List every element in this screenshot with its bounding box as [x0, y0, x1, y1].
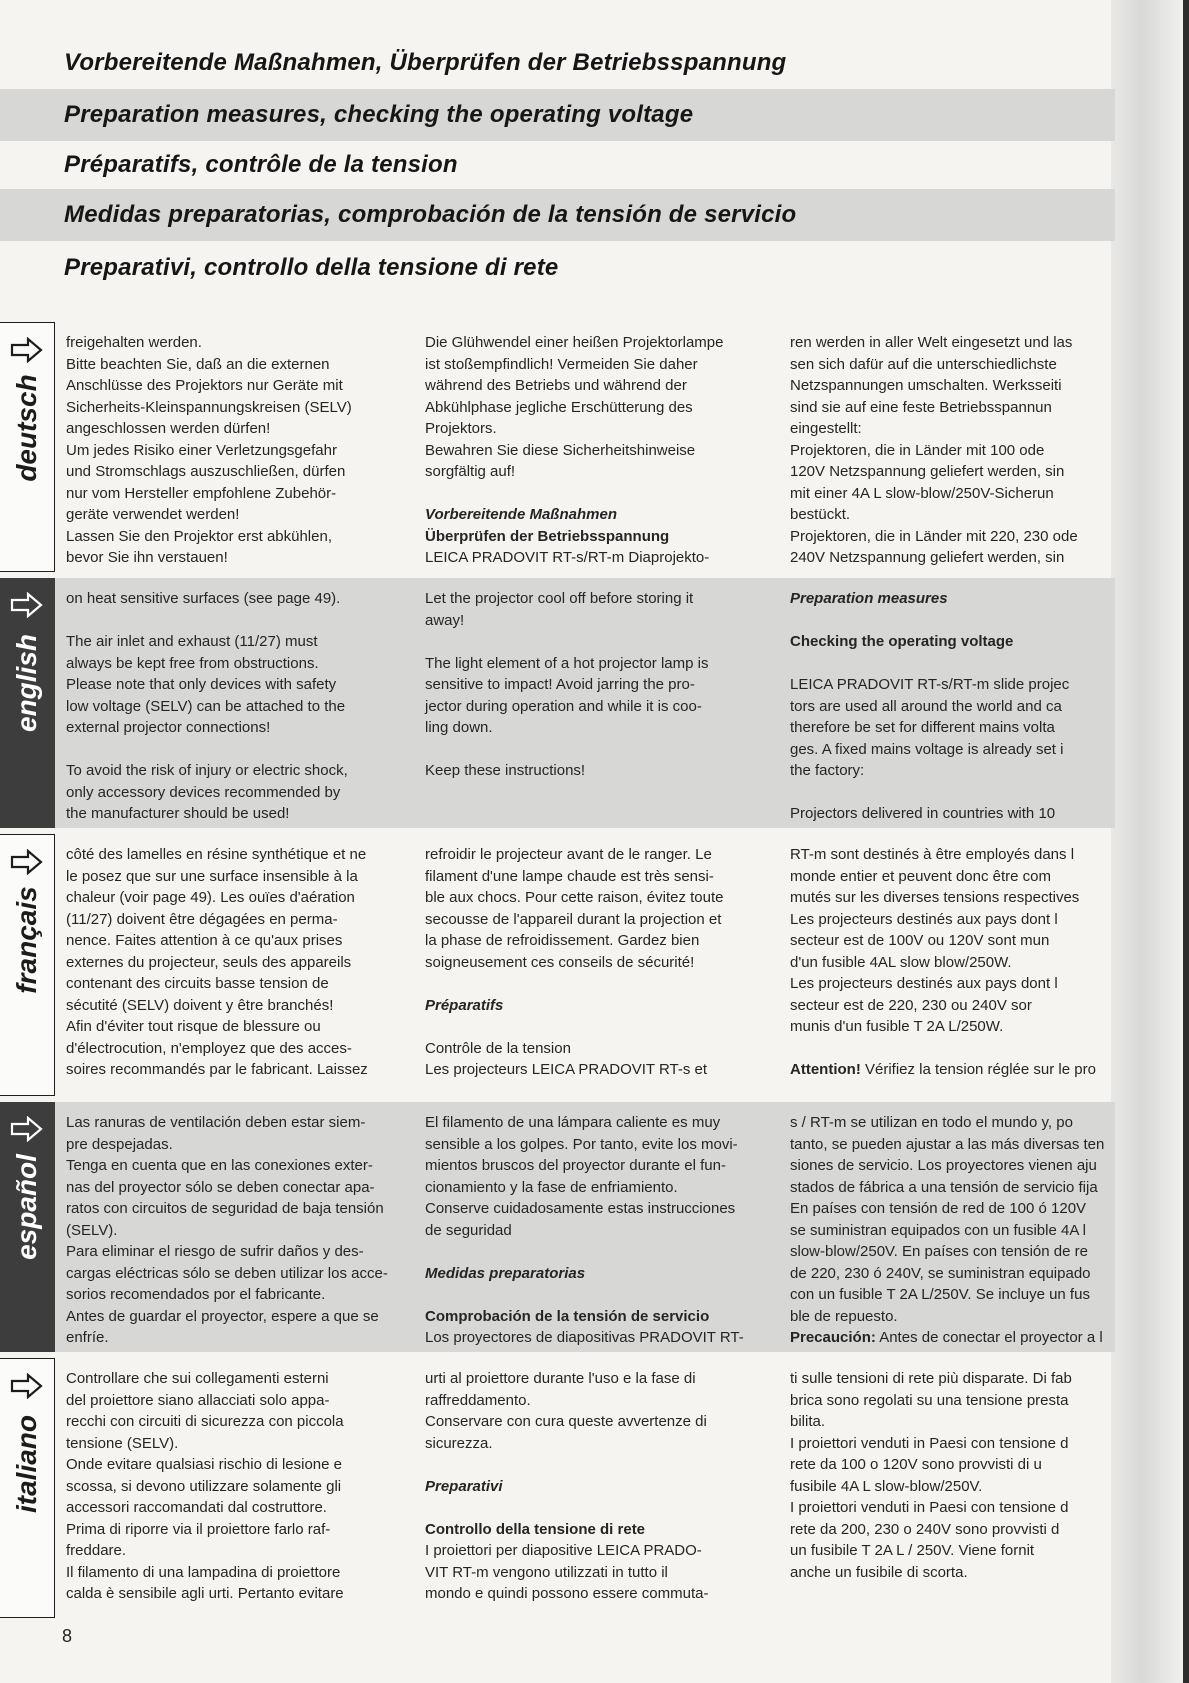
- column-1: freigehalten werden. Bitte beachten Sie, daß an die externen Anschlüsse des Projektors nur Geräte mit Sicherheits-Kleinspannungskreisen (SELV) angeschlossen werden dürfen! Um jedes Risiko einer Verletzungsgefahr und Stromschlags auszuschließen, dürfen nur vom Hersteller empfohlene Zubehör- geräte verwendet werden! Lassen Sie den Projektor erst abkühlen, bevor Sie ihn verstauen!: [66, 334, 352, 566]
- section-italiano: [0, 1358, 1115, 1618]
- arrow-right-icon: [10, 337, 44, 363]
- section-espanol: [0, 1102, 1115, 1352]
- subsection-subheading: Comprobación de la tensión de servicio: [425, 1307, 710, 1325]
- language-label: english: [11, 633, 42, 733]
- heading-es: Medidas preparatorias, comprobación de la tensión de servicio: [0, 189, 1115, 241]
- column-2: Let the projector cool off before storing it away! The light element of a hot projector lamp is sensitive to impact! Avoid jarring the pro- jector during operation and while it is coo- ling down. Keep these instructions!: [425, 590, 709, 779]
- warning-label: Attention!: [790, 1061, 861, 1078]
- arrow-right-icon: [10, 592, 44, 618]
- subsection-subheading: Checking the operating voltage: [790, 633, 1014, 650]
- language-label: français: [11, 886, 42, 994]
- column-1: on heat sensitive surfaces (see page 49). The air inlet and exhaust (11/27) must always be kept free from obstructions. Please note that only devices with safety low voltage (SELV) can be attached to the external projector connections! To avoid the risk of injury or electric shock, only accessory devices recommended by the manufacturer should be used!: [66, 590, 348, 822]
- page-edge-shadow: [1111, 0, 1189, 1683]
- arrow-right-icon: [10, 1373, 44, 1399]
- column-3: ti sulle tensioni di rete più disparate. Di fab brica sono regolati su una tensione presta bilita. I proiettori venduti in Paesi con tensione d rete da 100 o 120V sono provvisti di u fusibile 4A L slow-blow/250V. I proiettori venduti in Paesi con tensione d rete da 200, 230 o 240V sono provvisti d un fusibile T 2A L / 250V. Viene fornit anche un fusibile di scorta.: [790, 1370, 1072, 1581]
- column-3: s / RT-m se utilizan en todo el mundo y, po tanto, se pueden ajustar a las más diversas ten siones de servicio. Los proyectores vienen aju stados de fábrica a una tensión de servicio fija En países con tensión de red de 100 ó 120V se suministran equipados con un fusible 4A l slow-blow/250V. En países con tensión de re de 220, 230 ó 240V, se suministran equipado con un fusible T 2A L/250V. Se incluye un fus ble de repuesto. Precaución: Antes de conectar el proyector a l: [790, 1114, 1105, 1346]
- subsection-subheading: Controllo della tensione di rete: [425, 1520, 646, 1538]
- language-tab-espanol: [0, 1102, 55, 1352]
- heading-it: Preparativi, controllo della tensione di rete: [64, 254, 559, 281]
- section-francais: [0, 834, 1115, 1096]
- column-1: Las ranuras de ventilación deben estar siem- pre despejadas. Tenga en cuenta que en las conexiones exter- nas del proyector sólo se deben conectar apa- ratos con circuitos de seguridad de baja tensión (SELV). Para eliminar el riesgo de sufrir daños y des- cargas eléctricas sólo se deben utilizar los acce- sorios recomendados por el fabricante. Antes de guardar el proyector, espere a que se enfríe.: [66, 1114, 388, 1346]
- language-tab-english: [0, 578, 55, 828]
- page-number: 8: [62, 1626, 73, 1646]
- arrow-right-icon: [10, 849, 44, 875]
- language-label: deutsch: [11, 374, 42, 482]
- column-3: ren werden in aller Welt eingesetzt und las sen sich dafür auf die unterschiedlichste Netzspannungen umschalten. Werksseiti sind sie auf eine feste Betriebsspannun eingestellt: Projektoren, die in Länder mit 100 ode 120V Netzspannung geliefert werden, sin mit einer 4A L slow-blow/250V-Sicherun bestückt. Projektoren, die in Länder mit 220, 230 ode 240V Netzspannung geliefert werden, sin: [790, 334, 1078, 566]
- column-2: urti al proiettore durante l'uso e la fase di raffreddamento. Conservare con cura queste avvertenze di sicurezza. Preparativi Controllo della tensione di rete I proiettori per diapositive LEICA PRADO- VIT RT-m vengono utilizzati in tutto il mondo e quindi possono essere commuta-: [425, 1368, 763, 1605]
- language-label: español: [11, 1154, 42, 1260]
- column-2: Die Glühwendel einer heißen Projektorlampe ist stoßempfindlich! Vermeiden Sie daher während des Betriebs und während der Abkühlphase jegliche Erschütterung des Projektors. Bewahren Sie diese Sicherheitshinweise sorgfältig auf! Vorbereitende Maßnahmen Überprüfen der Betriebsspannung LEICA PRADOVIT RT-s/RT-m Diaprojekto-: [425, 332, 763, 569]
- heading-de: Vorbereitende Maßnahmen, Überprüfen der Betriebsspannung: [64, 49, 787, 76]
- page-edge-dark: [1183, 0, 1189, 1683]
- column-3: Preparation measures Checking the operating voltage LEICA PRADOVIT RT-s/RT-m slide projec tors are used all around the world and ca therefore be set for different mains volta ges. A fixed mains voltage is already set i the factory: Projectors delivered in countries with 10: [790, 588, 1122, 825]
- subsection-heading: Preparativi: [425, 1477, 503, 1495]
- language-label: italiano: [11, 1414, 42, 1514]
- section-english: [0, 578, 1115, 828]
- warning-label: Precaución:: [790, 1329, 876, 1346]
- column-2: El filamento de una lámpara caliente es muy sensible a los golpes. Por tanto, evite los movi- mientos bruscos del proyector durante el fun- cionamiento y la fase de enfriamiento. Conserve cuidadosamente estas instrucciones de seguridad Medidas preparatorias Comprobación de la tensión de servicio Los proyectores de diapositivas PRADOVIT RT-: [425, 1112, 763, 1349]
- language-tab-italiano: [0, 1358, 55, 1618]
- subsection-subheading: Überprüfen der Betriebsspannung: [425, 527, 670, 545]
- subsection-subheading: Contrôle de la tension: [425, 1039, 571, 1057]
- subsection-heading: Préparatifs: [425, 996, 504, 1014]
- section-deutsch: [0, 322, 1115, 572]
- language-tab-deutsch: [0, 322, 55, 572]
- heading-en: Preparation measures, checking the operating voltage: [0, 89, 1115, 141]
- column-2: refroidir le projecteur avant de le ranger. Le filament d'une lampe chaude est très sensi- ble aux chocs. Pour cette raison, évitez toute secousse de l'appareil durant la projection et la phase de refroidissement. Gardez bien soigneusement ces conseils de sécurité! Préparatifs Contrôle de la tension Les projecteurs LEICA PRADOVIT RT-s et: [425, 844, 763, 1081]
- language-tab-francais: [0, 834, 55, 1096]
- subsection-heading: Medidas preparatorias: [425, 1264, 586, 1282]
- heading-fr: Préparatifs, contrôle de la tension: [64, 151, 458, 178]
- column-1: Controllare che sui collegamenti esterni del proiettore siano allacciati solo appa- recchi con circuiti di sicurezza con piccola tensione (SELV). Onde evitare qualsiasi rischio di lesione e scossa, si devono utilizzare solamente gli accessori raccomandati dal costruttore. Prima di riporre via il proiettore farlo raf- freddare. Il filamento di una lampadina di proiettore calda è sensibile agli urti. Pertanto evitare: [66, 1370, 344, 1602]
- subsection-heading: Preparation measures: [790, 590, 948, 607]
- column-3: RT-m sont destinés à être employés dans l monde entier et peuvent donc être com mutés sur les diverses tensions respectives Les projecteurs destinés aux pays dont l secteur est de 100V ou 120V sont mun d'un fusible 4AL slow blow/250W. Les projecteurs destinés aux pays dont l secteur est de 220, 230 ou 240V sor munis d'un fusible T 2A L/250W. Attention! Vérifiez la tension réglée sur le pro: [790, 846, 1096, 1078]
- column-1: côté des lamelles en résine synthétique et ne le posez que sur une surface insensible à la chaleur (voir page 49). Les ouïes d'aération (11/27) doivent être dégagées en perma- nence. Faites attention à ce qu'aux prises externes du projecteur, seuls des appareils contenant des circuits basse tension de sécutité (SELV) doivent y être branchés! Afin d'éviter tout risque de blessure ou d'électrocution, n'employez que des acces- soires recommandés par le fabricant. Laissez: [66, 846, 368, 1078]
- arrow-right-icon: [10, 1116, 44, 1142]
- subsection-heading: Vorbereitende Maßnahmen: [425, 506, 617, 523]
